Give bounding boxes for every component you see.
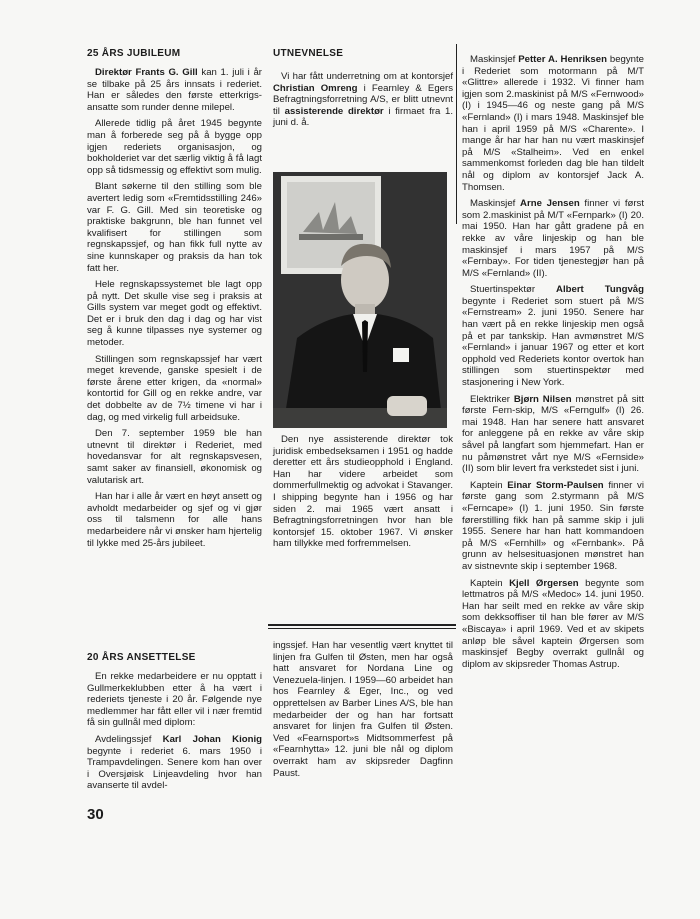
article-20-years: [87, 652, 262, 792]
paragraph: Hele regnskapssystemet ble lagt opp på nytt. Det skulle vise seg i praksis at Gills system var meget godt og effektivt. Det er i bruk den dag i dag og har vist seg å kunne tilpasses nye systemer og metoder.: [87, 279, 262, 349]
paragraph: Avdelingssjef Karl Johan Kionig begynte i rederiet 6. mars 1950 i Trampavdelingen. Senere kom han over i Oversjøisk Linjeavdeling hvor han avanserte til avdel-: [87, 733, 262, 792]
appointment-intro: [273, 71, 453, 129]
heading-appointment: UTNEVNELSE: [273, 48, 344, 59]
page-number: 30: [87, 806, 104, 823]
heading-20-years: 20 ÅRS ANSETTELSE: [87, 652, 196, 663]
paragraph: Han har i alle år vært en høyt ansett og avholdt medarbeider og sjef og vi gjør oss til talsmenn for alle hans medarbeidere når vi ønsker ham hjertelig til lykke med 25-års jubileet.: [87, 491, 262, 549]
column-divider: [456, 44, 457, 224]
portrait-photo: [273, 172, 447, 428]
paragraph: Stuertinspektør Albert Tungvåg begynte i Rederiet som stuert på M/S «Fernstream» 2. juni 1950. Senere har han vært på en rekke linjeskip men også på et par tankskip. Han avmønstret M/S «Fernland» i januar 1967 og etter et kort opphold ved Rederiets kontor overtok han stillingen som stuertinspektør med stasjonering i New York.: [462, 284, 644, 389]
article-20-years-continued: [273, 640, 453, 779]
article-25-years-body: [87, 67, 262, 549]
caption-text: Den nye assisterende direktør tok juridisk embedseksamen i 1951 og hadde deretter ett års studieopphold i England. Han har videre arbeidet som dommerfullmektig og advokat i Stavanger. I shipping begynte han i 1956 og har siden 2. mai 1965 vært ansatt i Befragtningsforretningen hvor han ble kontorsjef 15. oktober 1967. Vi ønsker ham tillykke med forfremmelsen.: [273, 434, 453, 550]
continued-text: ingssjef. Han har vesentlig vært knyttet til linjen fra Gulfen til Østen, men har også hatt ansvaret for Nordana Line og Venezuela-linjen. I 1959—60 arbeidet han hos Fearnley & Eger, Inc., og ved opprettelsen av Barber Lines A/S, ble han medarbeider der og han har fortsatt ansvaret for linjen fra Gulfen til Østen. Ved «Fearnsport»s Midtsommerfest på «Fearnhytta» 12. juni ble nål og diplom overrakt ham av skipsreder Dagfinn Paust.: [273, 640, 453, 779]
divider-line: [268, 628, 456, 629]
paragraph: Stillingen som regnskapssjef har vært meget krevende, ganske spesielt i de første årene etter krigen, da «normal» kontortid for Gill og en rekke andre, var det dobbelte av de 7½ timene vi har i dag, og med virkelig full arbeidsuke.: [87, 353, 262, 423]
article-20-years-body: [87, 671, 262, 792]
portrait-illustration: [273, 172, 447, 428]
paragraph: Den 7. september 1959 ble han utnevnt til direktør i Rederiet, med hovedansvar for alt regnskapsvesen, samt saker av finansiell, økonomisk og valutarisk art.: [87, 428, 262, 486]
crew-list-body: [462, 54, 644, 670]
photo-caption: [273, 434, 453, 550]
paragraph: Kaptein Kjell Ørgersen begynte som lettmatros på M/S «Medoc» 14. juni 1950. Han har seilt med en rekke av våre skip som dekksoffiser til han ble fører av M/S «Biscaya» i april 1969. Ved et av skipets anløp ble såvel kaptein Ørgersen som maskinsjef Begby overrakt gullnål og diplom av skipsreder Thomas Astrup.: [462, 577, 644, 670]
paragraph: Elektriker Bjørn Nilsen mønstret på sitt første Fern-skip, M/S «Ferngulf» (I) 26. mai 1948. Han har senere hatt ansvaret for anleggene på en rekke av våre skip såvel på langfart som hjemmefart. Han er nu påmønstret vårt nye M/S «Fernside» (II) som blir levert fra verkstedet sist i juni.: [462, 393, 644, 475]
article-crew-list: [462, 54, 644, 670]
paragraph: Maskinsjef Petter A. Henriksen begynte i Rederiet som motormann på M/T «Glittre» allerede i 1932. Vi finner ham igjen som 2.maskinist på M/S «Fernwood» (I) i 1945—46 og neste gang på M/S «Fernland» (I) i mars 1948. Maskinsjef ble han i april 1959 på M/S «Charente». I mange år har har han nu vært maskinsjef på M/S «Stalheim». Ved en enkel sammenkomst forleden dag ble han tildelt nål og diplom av kontorsjef Jack A. Thomsen.: [462, 54, 645, 193]
article-25-years: [87, 48, 262, 549]
article-appointment: [273, 48, 453, 129]
paragraph: Direktør Frants G. Gill kan 1. juli i år se tilbake på 25 års innsats i rederiet. Han er således den første etterkrigs-ansatte som runder denne milepel.: [87, 67, 262, 113]
paragraph: En rekke medarbeidere er nu opptatt i Gullmerkeklubben etter å ha vært i rederiets tjeneste i 20 år. Følgende nye medlemmer har fått eller vil i nær fremtid få sin gullnål med diplom:: [87, 671, 262, 729]
heading-25-years: 25 ÅRS JUBILEUM: [87, 48, 181, 59]
paragraph: Kaptein Einar Storm-Paulsen finner vi første gang som 2.styrmann på M/S «Ferncape» (I) 1. juni 1950. Sin første førerstilling fikk han på samme skip i juli 1955. Senere har han hatt kommandoen på M/S «Fernhill» og «Fernbank». På grunn av helsesituasjonen mønstret han av sistnevnte skip i september 1968.: [462, 479, 644, 572]
paragraph: Blant søkerne til den stilling som ble avertert ledig som «Fremtidsstilling 246» var F. G. Gill. Med sin teoretiske og praktiske bakgrunn, ble han funnet vel kvalifisert for stillingen som regnskapssjef, og han fikk full nytte av sine kunnskaper og praksis da han tok fatt her.: [87, 181, 262, 274]
divider-line: [268, 624, 456, 626]
paragraph: Maskinsjef Arne Jensen finner vi først som 2.maskinist på M/T «Fernpark» (I) 20. mai 1950. Han har gått gradene på en rekke av våre linjeskip og han ble maskinsjef i mars 1957 på M/S «Fernbay». For tiden tjenestegjør han på M/S «Fernland» (II).: [462, 198, 644, 279]
paragraph: Vi har fått underretning om at kontorsjef Christian Omreng i Fearnley & Egers Befragtningsforretning A/S, er blitt utnevnt til assisterende direktør i firmaet fra 1. juni d. å.: [273, 71, 454, 129]
paragraph: Allerede tidlig på året 1945 begynte man å forberede seg på å bygge opp igjen rederiets organisasjon, og bokholderiet var det særlig viktig å få lagt opp så tidsmessig og effektivt som mulig.: [87, 118, 262, 176]
